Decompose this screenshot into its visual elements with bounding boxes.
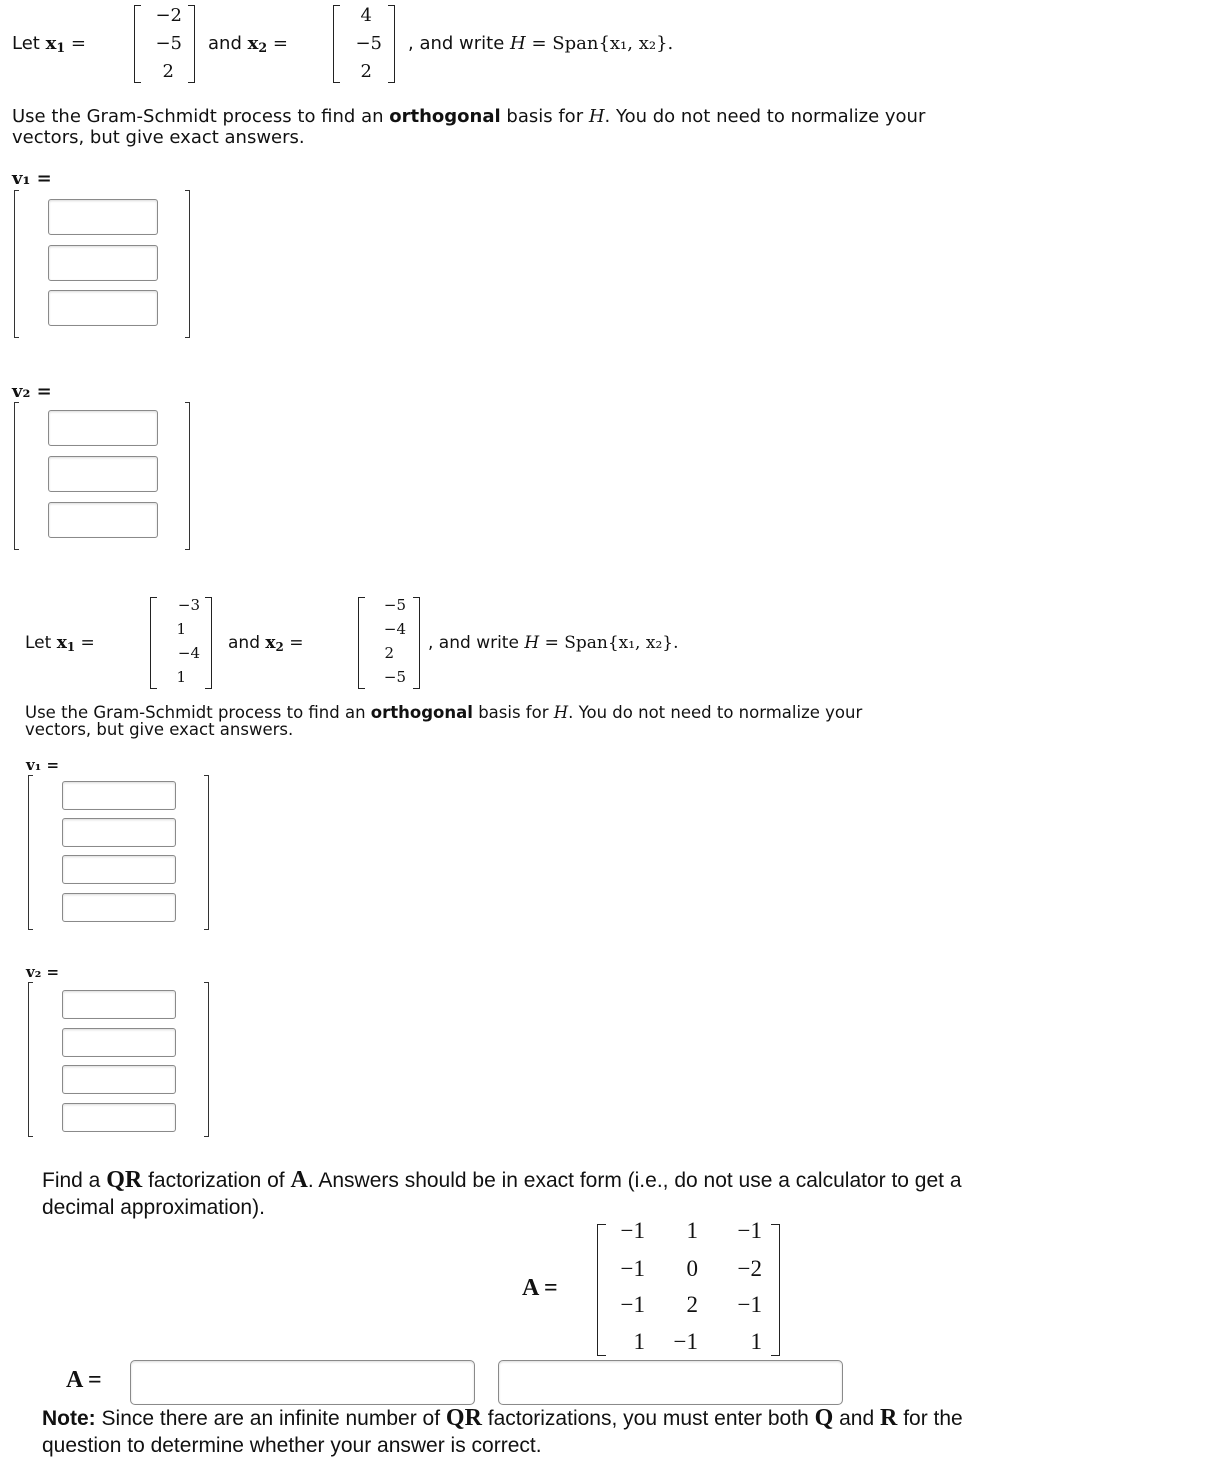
q-matrix-input[interactable] <box>130 1360 475 1405</box>
p1-let: Let <box>12 33 40 54</box>
p1-x1-entry: −5 <box>155 33 182 54</box>
p1-statement <box>12 33 86 55</box>
p1-v2-left-bracket <box>14 402 19 550</box>
p2-statement: Let $x_1$ = <box>25 633 95 654</box>
p2-v1-input-2[interactable] <box>62 818 176 847</box>
p3-A-entry: 1 <box>750 1329 762 1354</box>
p1-v2-input-3[interactable] <box>48 502 158 538</box>
p1-x1-entry: 2 <box>162 61 174 82</box>
p1-x1-entry: −2 <box>155 5 182 26</box>
p1-v2-right-bracket <box>185 402 190 550</box>
p3-A-entry: 0 <box>686 1256 698 1281</box>
p1-v1-input-2[interactable] <box>48 245 158 281</box>
p1-instructions: Use the Gram-Schmidt process to find an orthogonal basis for H. You do not need to normalize your vectors, but give exact answers. <box>12 106 926 148</box>
p1-x1-label: $x_1$ <box>45 33 66 56</box>
p2-v2-input-3[interactable] <box>62 1065 176 1094</box>
p1-and-x2: and $x_2$ = <box>208 33 288 56</box>
p1-x1-eq: = <box>70 33 86 54</box>
p1-v2-input-1[interactable] <box>48 410 158 446</box>
p2-v1-input-4[interactable] <box>62 893 176 922</box>
p3-A-eq: A = <box>522 1275 558 1301</box>
p2-x1-entry: 1 <box>176 668 186 686</box>
p2-x2-entry: −5 <box>383 668 406 686</box>
p1-x2-entry: −5 <box>355 33 382 54</box>
p2-and-x2: and $x_2$ = <box>228 633 304 654</box>
p1-v1-left-bracket <box>14 190 19 338</box>
p2-v2-input-4[interactable] <box>62 1103 176 1132</box>
p3-answer-label: A = <box>66 1367 102 1393</box>
p2-v2-left-bracket <box>28 982 33 1137</box>
p3-A-entry: −1 <box>620 1292 645 1317</box>
p3-A-entry: −1 <box>673 1329 698 1354</box>
p2-x1-entry: −4 <box>177 644 200 662</box>
p2-v2-right-bracket <box>204 982 209 1137</box>
p3-A-entry: −2 <box>737 1256 762 1281</box>
p1-x2-entry: 4 <box>360 5 372 26</box>
p3-A-entry: −1 <box>737 1292 762 1317</box>
p3-note: Note: Since there are an infinite number of QR factorizations, you must enter both Q and R for the question to determine whether your answer is correct. <box>42 1405 963 1457</box>
p3-instructions: Find a QR factorization of A. Answers should be in exact form (i.e., do not use a calculator to get a decimal approximation). <box>42 1167 962 1219</box>
r-matrix-input[interactable] <box>498 1360 843 1405</box>
p1-v1-right-bracket <box>185 190 190 338</box>
p1-span: , and write H = Span{x₁, x₂}. <box>408 33 674 54</box>
p3-A-entry: −1 <box>620 1218 645 1243</box>
p1-v1-input-1[interactable] <box>48 199 158 235</box>
p2-v1-input-1[interactable] <box>62 781 176 810</box>
p2-v1-right-bracket <box>204 775 209 930</box>
p2-x1-entry: −3 <box>177 596 200 614</box>
p1-x2-right-bracket <box>388 5 395 83</box>
p3-A-entry: 1 <box>633 1329 645 1354</box>
p2-v2-input-2[interactable] <box>62 1028 176 1057</box>
p1-v2-input-2[interactable] <box>48 456 158 492</box>
p2-v1-input-3[interactable] <box>62 855 176 884</box>
p3-A-entry: 1 <box>686 1218 698 1243</box>
p1-v1-label: v₁ = <box>12 168 52 189</box>
p3-A-right-bracket <box>771 1224 780 1356</box>
p2-x1-right-bracket <box>205 597 212 689</box>
p2-x2-right-bracket <box>413 597 420 689</box>
p3-A-entry: −1 <box>620 1256 645 1281</box>
p2-instructions: Use the Gram-Schmidt process to find an orthogonal basis for H. You do not need to normalize your vectors, but give exact answers. <box>25 703 863 739</box>
p1-x1-right-bracket <box>188 5 195 83</box>
p2-x2-entry: 2 <box>384 644 394 662</box>
p2-v1-left-bracket <box>28 775 33 930</box>
p2-x1-entry: 1 <box>176 620 186 638</box>
p2-x2-entry: −5 <box>383 596 406 614</box>
p3-A-entry: 2 <box>686 1292 698 1317</box>
p1-v2-label: v₂ = <box>12 381 52 402</box>
p3-A-entry: −1 <box>737 1218 762 1243</box>
p2-v1-label: v₁ = <box>26 756 60 774</box>
p1-x2-entry: 2 <box>360 61 372 82</box>
p2-v2-input-1[interactable] <box>62 990 176 1019</box>
p2-v2-label: v₂ = <box>26 963 60 981</box>
p1-v1-input-3[interactable] <box>48 290 158 326</box>
p2-span: , and write H = Span{x₁, x₂}. <box>428 633 679 653</box>
p2-x2-entry: −4 <box>383 620 406 638</box>
